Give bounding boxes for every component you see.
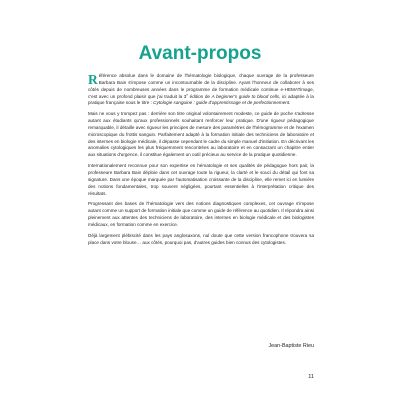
paragraph-text: Progressant des bases de l'hématologie vers des notions diagnostiques complexes, cet ouvrage s'impose autant comme un support de formation initiale que comme un guide de référence au quotidien. Il répondra ainsi pleinement aux attentes des techniciens de laboratoire, des internes en biologie médicale et des biologistes médicaux, en formation comme en exercice. <box>88 201 314 227</box>
paragraph-text: Internationalement reconnue pour son expertise en hématologie et ses qualités de pédagogue hors pair, la professeure Barbara Bain déploie dans cet ouvrage toute la rigueur, la clarté et le souci du détail qui font sa signature. Dans une époque marquée par l'automatisation croissante de la discipline, elle remet ici en lumière des notions fondamentales, trop souvent négligées, pourtant essentielles à l'interprétation critique des résultats. <box>88 163 314 196</box>
preface-body <box>88 73 314 250</box>
paragraph <box>88 233 314 247</box>
page-number: 11 <box>308 374 314 380</box>
page-title: Avant-propos <box>138 42 262 64</box>
paragraph-text: éférence absolue dans le domaine de l'hématologie biologique, chaque ouvrage de la professeure Barbara Bain s'impose comme un incontournable de la discipline. Ayant l'honneur de collaborer à ses côtés depuis de nombreuses années dans le programme de formation médicale continue e-HEMATimage, c'est avec un profond plaisir que j'ai traduit la 3 <box>88 73 314 99</box>
author-signature: Jean-Baptiste Rieu <box>268 343 314 349</box>
paragraph-text: édition de <box>188 93 212 99</box>
paragraph <box>88 201 314 228</box>
paragraph-text: . <box>289 100 291 106</box>
paragraph-text: , ici adaptée à la pratique française sous le titre : <box>88 93 314 106</box>
paragraph-text: Déjà largement plébiscité dans les pays anglosaxons, nul doute que cette version francophone trouvera sa place dans votre blouse… aux côtés, pourquoi pas, d'autres guides bien connus des cytologistes. <box>88 232 314 245</box>
paragraph <box>88 111 314 159</box>
book-title-italic: Cytologie sanguine : guide d'apprentissage et de perfectionnement <box>153 100 290 106</box>
superscript: e <box>186 92 189 96</box>
paragraph <box>88 73 314 107</box>
book-title-italic: A beginner's guide to blood cells <box>211 93 280 99</box>
paragraph <box>88 163 314 197</box>
paragraph-text: Mais ne vous y trompez pas : derrière son titre original volontairement modeste, ce guide de poche s'adresse autant aux étudiants qu'aux professionnels souhaitant renforcer leur pratique. D'une rigueur pédagogique remarquable, il détaille avec rigueur les principes de mesure des paramètres de l'hémogramme et de l'examen microscopique du frottis sanguin. Parfaitement adapté à la formation initiale des techniciens de laboratoire et des internes en biologie médicale, il dépasse cependant le cadre du simple manuel d'initiation. En décrivant les anomalies cytologiques les plus fréquemment rencontrées au laboratoire et en consacrant un chapitre entier aux situations d'urgence, il constitue également un outil précieux au service de la pratique quotidienne. <box>88 111 314 158</box>
drop-cap: R <box>88 72 98 87</box>
